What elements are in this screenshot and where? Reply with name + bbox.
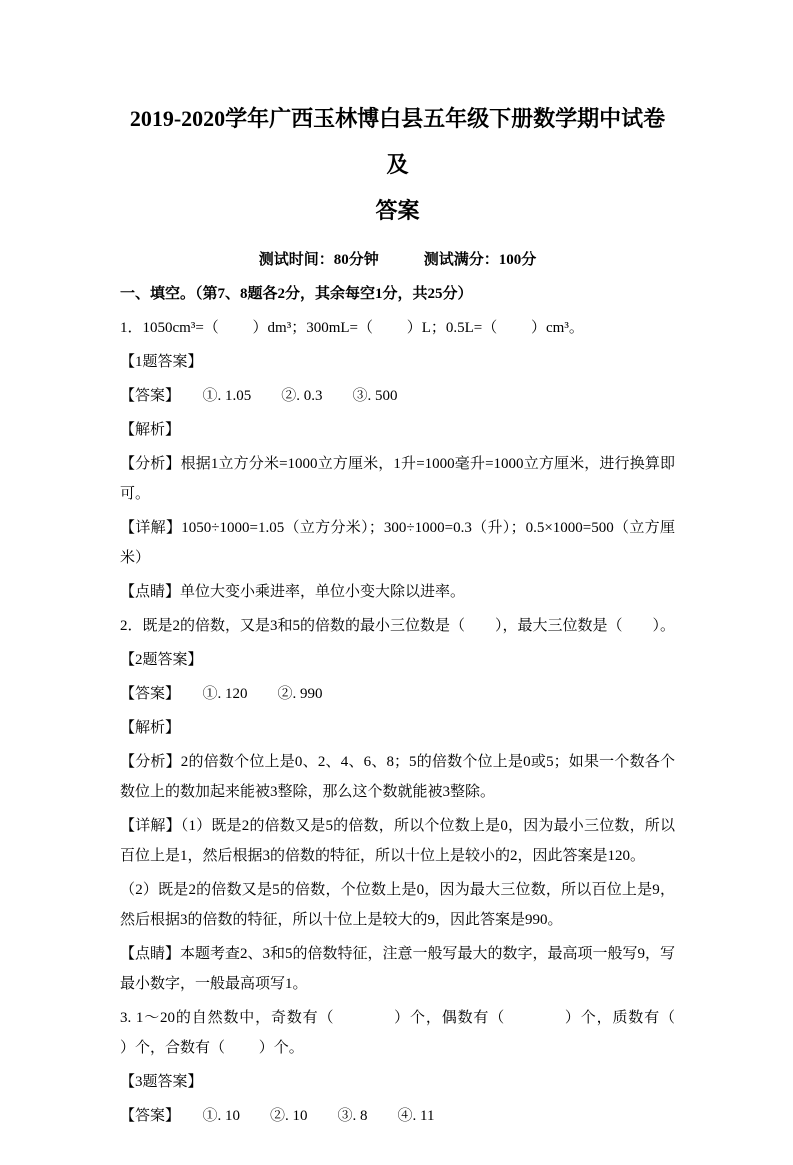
note-2: 【点睛】本题考查2、3和5的倍数特征，注意一般写最大的数字，最高项一般写9，写最小数字，一般最高项写1。 [120, 946, 676, 992]
question-2: 2．既是2的倍数，又是3和5的倍数的最小三位数是（ ），最大三位数是（ ）。 [120, 618, 676, 634]
section-header-fill-in-blanks: 一、填空。（第7、8题各2分，其余每空1分，共25分） [120, 286, 473, 302]
analysis-header-1: 【解析】 [120, 422, 181, 438]
note-1: 【点睛】单位大变小乘进率，单位小变大除以进率。 [120, 584, 466, 600]
document-title-line-1: 2019-2020学年广西玉林博白县五年级下册数学期中试卷及 [129, 106, 666, 177]
question-3: 3. 1～20的自然数中，奇数有（ ）个，偶数有（ ）个，质数有（ ）个，合数有（ ）个。 [120, 1010, 724, 1056]
detail-2-part-2: （2）既是2的倍数又是5的倍数，个位数上是0，因为最大三位数，所以百位上是9，然后根据3的倍数的特征，所以十位上是较大的9，因此答案是990。 [120, 882, 675, 928]
question-1: 1．1050cm³=（ ）dm³；300mL=（ ）L；0.5L=（ ）cm³。 [120, 320, 584, 336]
analysis-2: 【分析】2的倍数个位上是0、2、4、6、8；5的倍数个位上是0或5；如果一个数各个数位上的数加起来能被3整除，那么这个数就能被3整除。 [120, 754, 675, 800]
document-title [120, 96, 675, 234]
answer-1: 【答案】 ①. 1.05 ②. 0.3 ③. 500 [120, 388, 398, 404]
detail-2-part-1: 【详解】（1）既是2的倍数又是5的倍数，所以个位数上是0，因为最小三位数，所以百位上是1，然后根据3的倍数的特征，所以十位上是较小的2，因此答案是120。 [120, 818, 675, 864]
answer-2: 【答案】 ①. 120 ②. 990 [120, 686, 323, 702]
test-meta: 测试时间：80分钟 测试满分：100分 [258, 252, 537, 268]
analysis-1: 【分析】根据1立方分米=1000立方厘米，1升=1000毫升=1000立方厘米，进行换算即可。 [120, 456, 675, 502]
answer-3: 【答案】 ①. 10 ②. 10 ③. 8 ④. 11 [120, 1108, 435, 1124]
analysis-header-2: 【解析】 [120, 720, 181, 736]
answer-header-3: 【3题答案】 [120, 1074, 203, 1090]
answer-header-1: 【1题答案】 [120, 354, 203, 370]
answer-header-2: 【2题答案】 [120, 652, 203, 668]
document-title-line-2: 答案 [375, 198, 420, 223]
detail-1: 【详解】1050÷1000=1.05（立方分米）；300÷1000=0.3（升）；0.5×1000=500（立方厘米） [120, 520, 675, 566]
